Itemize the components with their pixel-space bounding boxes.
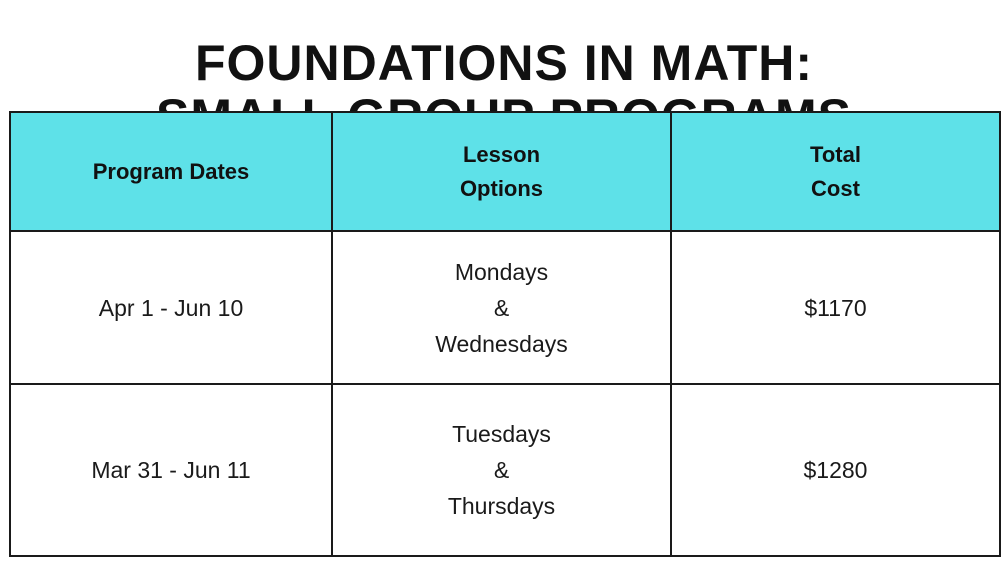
total-cost-cell: $1280 [671, 384, 1000, 556]
table-row [10, 231, 1000, 384]
header-total-cost-line-2: Cost [811, 175, 860, 201]
lesson-options-cell [332, 384, 671, 556]
lesson-options-cell [332, 231, 671, 384]
table-row [10, 384, 1000, 556]
header-total-cost-line-1: Total [810, 141, 861, 167]
header-lesson-options-line-1: Lesson [462, 141, 541, 167]
lesson-day-1: Mondays [454, 258, 549, 285]
header-program-dates: Program Dates [10, 112, 332, 231]
program-dates-cell: Mar 31 - Jun 11 [10, 384, 332, 556]
lesson-ampersand: & [493, 294, 510, 321]
pricing-table [9, 111, 1001, 557]
header-lesson-options-line-2: Options [459, 175, 544, 201]
header-total-cost [671, 112, 1000, 231]
lesson-ampersand: & [493, 457, 510, 483]
total-cost-cell: $1170 [671, 231, 1000, 384]
lesson-day-2: Thursdays [447, 493, 556, 519]
table-header-row [10, 112, 1000, 231]
lesson-day-1: Tuesdays [452, 421, 551, 447]
lesson-day-2: Wednesdays [435, 330, 568, 357]
program-dates-cell: Apr 1 - Jun 10 [10, 231, 332, 384]
title-line-1: FOUNDATIONS IN MATH: [194, 34, 814, 91]
header-lesson-options [332, 112, 671, 231]
